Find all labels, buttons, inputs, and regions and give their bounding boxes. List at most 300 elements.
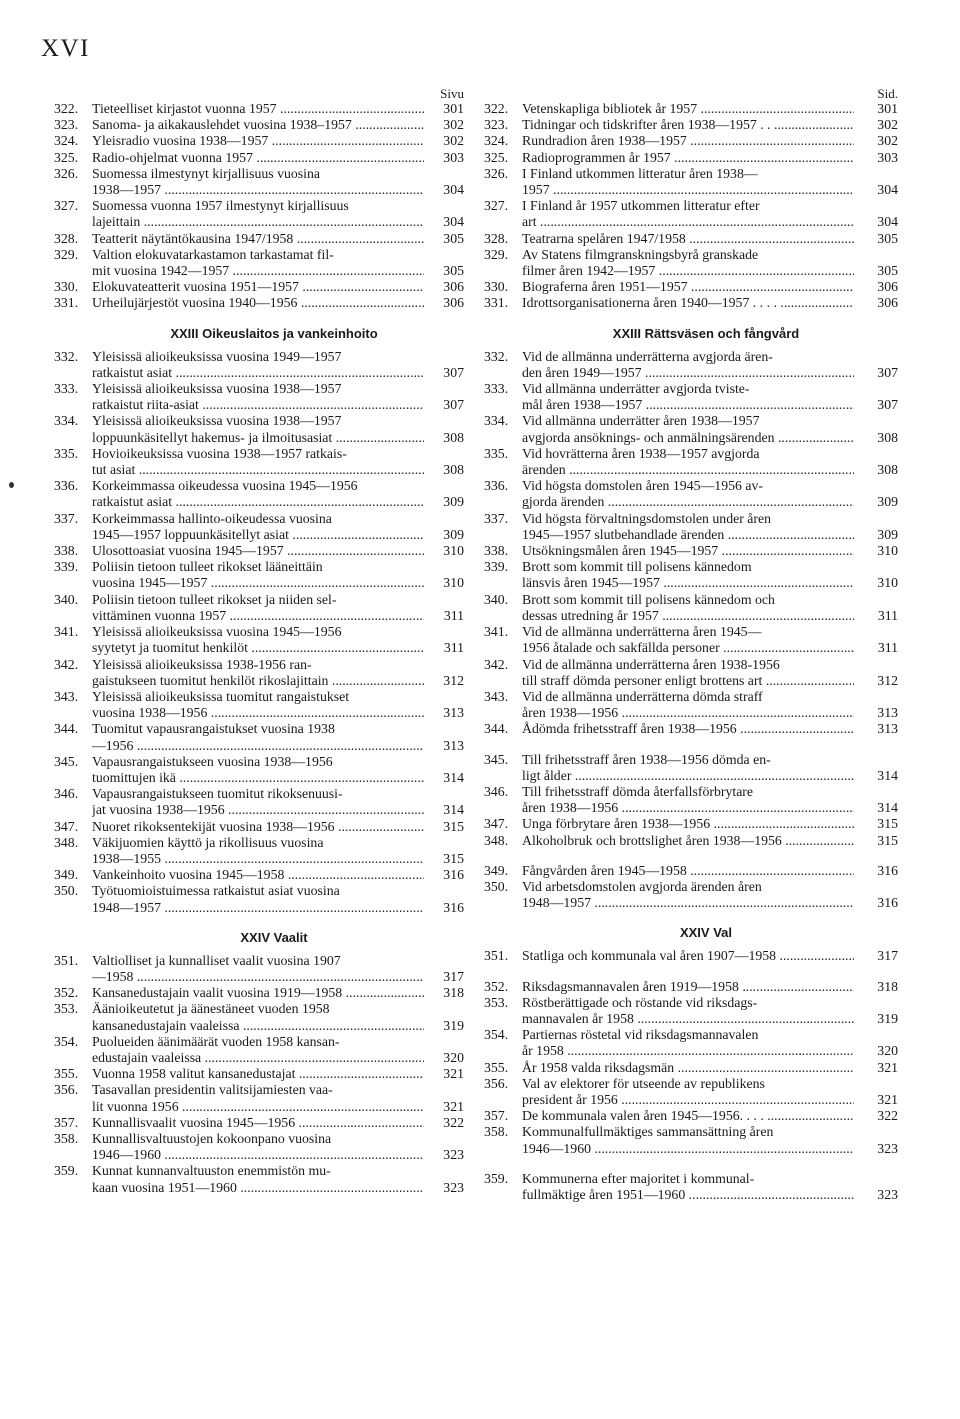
entry-page: 313 <box>443 737 464 753</box>
entry-title-line: Valtion elokuvatarkastamon tarkastamat fil- <box>92 246 334 262</box>
entry-page: 316 <box>877 862 898 878</box>
toc-entry <box>484 559 898 591</box>
entry-number: 357. <box>484 1108 509 1124</box>
entry-title-line: mål åren 1938—1957 ..... <box>522 397 854 413</box>
entry-number: 332. <box>54 348 79 364</box>
toc-entry <box>54 1115 464 1131</box>
entry-number: 339. <box>54 559 79 575</box>
entry-page: 314 <box>443 802 464 818</box>
toc-entry <box>54 883 464 915</box>
entry-page: 320 <box>443 1049 464 1065</box>
entry-title-line: Radioprogrammen år 1957 ..... <box>522 150 854 166</box>
entry-title <box>522 543 854 559</box>
entry-title-line: Brott som kommit till polisens kännedom <box>522 559 752 575</box>
toc-entry <box>484 863 898 879</box>
entry-number: 348. <box>484 832 509 848</box>
entry-title-line: år 1958 ..... <box>522 1043 854 1059</box>
toc-entry <box>54 1001 464 1033</box>
toc-entry <box>484 816 898 832</box>
toc-entry <box>484 349 898 381</box>
entry-title-line: Brott som kommit till polisens kännedom och <box>522 591 775 607</box>
entry-page: 305 <box>443 230 464 246</box>
entry-number: 353. <box>54 1001 79 1017</box>
entry-title-line: gaistukseen tuomitut henkilöt rikoslajittain ..... <box>92 673 424 689</box>
entry-number: 342. <box>54 656 79 672</box>
entry-page: 307 <box>443 397 464 413</box>
toc-entry <box>484 117 898 133</box>
entry-page: 312 <box>443 672 464 688</box>
entry-title-line: Utsökningsmålen åren 1945—1957 ..... <box>522 543 854 559</box>
entry-title <box>522 381 854 413</box>
entry-number: 347. <box>484 816 509 832</box>
entry-title-line: Tuomitut vapausrangaistukset vuosina 1938 <box>92 721 335 737</box>
entry-page: 314 <box>877 767 898 783</box>
entry-title-line: Idrottsorganisationerna åren 1940—1957 . . . . ..... <box>522 295 854 311</box>
entry-page: 318 <box>877 978 898 994</box>
entry-title <box>522 863 854 879</box>
entry-title-line: den åren 1949—1957 ..... <box>522 365 854 381</box>
toc-entry <box>54 592 464 624</box>
entry-page: 315 <box>443 818 464 834</box>
entry-title <box>522 833 854 849</box>
toc-entry <box>54 295 464 311</box>
entry-title-line: Yleisissä alioikeuksissa vuosina 1949—1957 <box>92 348 342 364</box>
entry-title-line: Hovioikeuksissa vuosina 1938—1957 ratkais- <box>92 445 347 461</box>
entry-title-line: fullmäktige åren 1951—1960 ..... <box>522 1187 854 1203</box>
entry-page: 310 <box>877 543 898 559</box>
entry-title <box>522 1171 854 1203</box>
entry-number: 346. <box>484 783 509 799</box>
entry-title <box>522 1108 854 1124</box>
toc-entry <box>484 381 898 413</box>
entry-title-line: Yleisissä alioikeuksissa vuosina 1938—1957 <box>92 381 342 397</box>
entry-number: 354. <box>54 1033 79 1049</box>
entry-title <box>92 1163 424 1195</box>
entry-title <box>92 1001 424 1033</box>
entry-title-line: lajeittain ..... <box>92 214 424 230</box>
toc-entry <box>484 948 898 964</box>
entry-title-line: Yleisissä alioikeuksissa tuomitut rangaistukset <box>92 688 350 704</box>
entry-title-line: dessas utredning år 1957 ..... <box>522 608 854 624</box>
entry-number: 349. <box>484 862 509 878</box>
entry-title-line: Vankeinhoito vuosina 1945—1958 ..... <box>92 867 424 883</box>
entry-title <box>92 867 424 883</box>
toc-entry <box>484 624 898 656</box>
entry-title <box>522 1027 854 1059</box>
entry-title-line: till straff dömda personer enligt brottens art ..... <box>522 673 854 689</box>
entry-number: 343. <box>484 688 509 704</box>
entry-number: 334. <box>54 413 79 429</box>
entry-title <box>522 657 854 689</box>
entry-page: 308 <box>877 462 898 478</box>
entry-number: 329. <box>484 246 509 262</box>
toc-entry <box>484 166 898 198</box>
entry-number: 327. <box>484 198 509 214</box>
entry-title <box>92 1131 424 1163</box>
entry-title <box>522 879 854 911</box>
entry-page: 310 <box>443 575 464 591</box>
entry-number: 328. <box>484 230 509 246</box>
entry-page: 311 <box>443 640 464 656</box>
toc-entry <box>484 1108 898 1124</box>
entry-number: 333. <box>54 381 79 397</box>
entry-page: 307 <box>877 397 898 413</box>
entry-title-line: Valtiolliset ja kunnalliset vaalit vuosina 1907 <box>92 952 341 968</box>
entry-title <box>92 231 424 247</box>
entry-title <box>92 592 424 624</box>
entry-page: 315 <box>443 850 464 866</box>
entry-title-line: Vid arbetsdomstolen avgjorda ärenden åren <box>522 878 762 894</box>
entry-title-line: Tieteelliset kirjastot vuonna 1957 ..... <box>92 101 424 117</box>
entry-title <box>92 1082 424 1114</box>
toc-entry <box>484 1060 898 1076</box>
entry-number: 353. <box>484 994 509 1010</box>
entry-title <box>92 835 424 867</box>
toc-entry <box>54 150 464 166</box>
entry-title <box>92 883 424 915</box>
entry-title-line: Vid de allmänna underrätterna avgjorda ären- <box>522 348 773 364</box>
toc-entry <box>54 166 464 198</box>
entry-title <box>522 689 854 721</box>
entry-title-line: 1938—1955 ..... <box>92 851 424 867</box>
entry-title <box>92 279 424 295</box>
entry-title-line: Korkeimmassa oikeudessa vuosina 1945—1956 <box>92 478 358 494</box>
entry-title <box>522 150 854 166</box>
entry-title-line: Vapausrangaistukseen tuomitut rikoksenuusi- <box>92 786 343 802</box>
entry-page: 304 <box>443 182 464 198</box>
entry-page: 309 <box>877 526 898 542</box>
entry-title <box>92 247 424 279</box>
entry-page: 322 <box>877 1108 898 1124</box>
entry-title <box>92 543 424 559</box>
entry-title-line: Ådömda frihetsstraff åren 1938—1956 ..... <box>522 721 854 737</box>
entry-title-line: De kommunala valen åren 1945—1956. . . . ..... <box>522 1108 854 1124</box>
entry-page: 316 <box>443 867 464 883</box>
entry-title-line: Biograferna åren 1951—1957 ..... <box>522 279 854 295</box>
entry-page: 309 <box>443 494 464 510</box>
toc-entry <box>484 279 898 295</box>
entry-number: 350. <box>54 883 79 899</box>
entry-page: 308 <box>877 429 898 445</box>
entry-title-line: Vetenskapliga bibliotek år 1957 ..... <box>522 101 854 117</box>
entry-number: 351. <box>484 948 509 964</box>
toc-entry <box>484 1124 898 1156</box>
entry-title <box>92 446 424 478</box>
entry-title-line: ligt ålder ..... <box>522 768 854 784</box>
entry-title-line: art ..... <box>522 214 854 230</box>
entry-title-line: Yleisissä alioikeuksissa vuosina 1938—1957 <box>92 413 342 429</box>
entry-number: 344. <box>54 721 79 737</box>
entry-title-line: Urheilujärjestöt vuosina 1940—1956 ..... <box>92 295 424 311</box>
entry-title <box>92 198 424 230</box>
entry-title <box>522 198 854 230</box>
toc-entry <box>54 1034 464 1066</box>
entry-title-line: jat vuosina 1938—1956 ..... <box>92 802 424 818</box>
entry-page: 310 <box>443 543 464 559</box>
toc-entry <box>54 1082 464 1114</box>
entry-page: 316 <box>877 895 898 911</box>
entry-page: 321 <box>443 1066 464 1082</box>
entry-number: 340. <box>484 591 509 607</box>
entry-number: 338. <box>54 543 79 559</box>
entry-title-line: Kunnallisvaltuustojen kokoonpano vuosina <box>92 1130 332 1146</box>
entry-title-line: Kommunalfullmäktiges sammansättning åren <box>522 1124 774 1140</box>
entry-title-line: tuomittujen ikä ..... <box>92 770 424 786</box>
entry-title <box>522 784 854 816</box>
entry-title-line: Korkeimmassa hallinto-oikeudessa vuosina <box>92 510 332 526</box>
entry-title <box>92 295 424 311</box>
toc-entry <box>484 995 898 1027</box>
entry-title <box>92 478 424 510</box>
entry-title-line: Vapausrangaistukseen vuosina 1938—1956 <box>92 753 333 769</box>
entry-title <box>522 166 854 198</box>
toc-entry <box>484 657 898 689</box>
entry-number: 325. <box>54 149 79 165</box>
entry-title-line: År 1958 valda riksdagsmän ..... <box>522 1060 854 1076</box>
entry-title <box>92 150 424 166</box>
entry-title <box>522 413 854 445</box>
toc-entry <box>484 979 898 995</box>
entry-title <box>92 381 424 413</box>
entry-title-line: Suomessa ilmestynyt kirjallisuus vuosina <box>92 165 321 181</box>
toc-entry <box>54 624 464 656</box>
entry-title-line: Vid de allmänna underrätterna åren 1945— <box>522 624 762 640</box>
entry-title-line: president år 1956 ..... <box>522 1092 854 1108</box>
entry-page: 304 <box>443 214 464 230</box>
section-title: XXIV Vaalit <box>240 929 308 945</box>
toc-entry <box>54 754 464 786</box>
entry-number: 356. <box>54 1082 79 1098</box>
entry-title <box>92 689 424 721</box>
entry-title-line: Puolueiden äänimäärät vuoden 1958 kansan- <box>92 1033 340 1049</box>
entry-page: 320 <box>877 1043 898 1059</box>
entry-page: 319 <box>877 1010 898 1026</box>
entry-number: 333. <box>484 381 509 397</box>
entry-title-line: I Finland utkommen litteratur åren 1938— <box>522 165 758 181</box>
toc-entry <box>54 198 464 230</box>
toc-entry <box>54 819 464 835</box>
toc-entry <box>54 1163 464 1195</box>
entry-page: 312 <box>877 672 898 688</box>
entry-number: 358. <box>54 1130 79 1146</box>
entry-title-line: kansanedustajain vaaleissa ..... <box>92 1018 424 1034</box>
entry-page: 311 <box>877 640 898 656</box>
entry-title <box>92 819 424 835</box>
column-heading: Sid. <box>877 86 898 101</box>
entry-title <box>92 953 424 985</box>
entry-title-line: Vid högsta förvaltningsdomstolen under åren <box>522 510 771 526</box>
entry-page: 307 <box>443 364 464 380</box>
entry-title-line: Vid de allmänna underrätterna dömda straff <box>522 688 763 704</box>
swedish-column <box>484 86 898 1203</box>
entry-page: 314 <box>443 769 464 785</box>
entry-title-line: 1956 åtalade och sakfällda personer ..... <box>522 640 854 656</box>
entry-title-line: Vuonna 1958 valitut kansanedustajat ..... <box>92 1066 424 1082</box>
entry-page: 305 <box>877 263 898 279</box>
entry-title-line: loppuunkäsitellyt hakemus- ja ilmoitusasiat ..... <box>92 430 424 446</box>
entry-title <box>92 511 424 543</box>
toc-entry <box>484 198 898 230</box>
entry-number: 348. <box>54 834 79 850</box>
entry-title-line: Alkoholbruk och brottslighet åren 1938—1956 ..... <box>522 833 854 849</box>
entry-title <box>92 117 424 133</box>
entry-title-line: Riksdagsmannavalen åren 1919—1958 ..... <box>522 979 854 995</box>
toc-entry <box>54 786 464 818</box>
entry-page: 301 <box>443 101 464 116</box>
entry-number: 331. <box>54 295 79 311</box>
entry-title-line: Sanoma- ja aikakauslehdet vuosina 1938–1957 ..... <box>92 117 424 133</box>
entry-title-line: syytetyt ja tuomitut henkilöt ..... <box>92 640 424 656</box>
entry-title <box>92 166 424 198</box>
entry-title-line: 1945—1957 loppuunkäsitellyt asiat ..... <box>92 527 424 543</box>
entry-title-line: avgjorda ansöknings- och anmälningsärenden ..... <box>522 430 854 446</box>
toc-entry <box>484 752 898 784</box>
entry-number: 344. <box>484 721 509 737</box>
entry-title <box>92 559 424 591</box>
section-title: XXIII Rättsväsen och fångvård <box>612 325 800 341</box>
entry-title-line: Rundradion åren 1938—1957 ..... <box>522 133 854 149</box>
toc-entry <box>484 592 898 624</box>
toc-entry <box>484 1027 898 1059</box>
entry-title-line: 1946—1960 ..... <box>522 1141 854 1157</box>
entry-title-line: ratkaistut asiat ..... <box>92 365 424 381</box>
entry-title-line: Tasavallan presidentin valitsijamiesten vaa- <box>92 1082 333 1098</box>
entry-number: 345. <box>54 753 79 769</box>
entry-page: 306 <box>877 279 898 295</box>
entry-page: 321 <box>443 1098 464 1114</box>
entry-number: 336. <box>54 478 79 494</box>
entry-title <box>522 478 854 510</box>
entry-title-line: Yleisissä alioikeuksissa 1938-1956 ran- <box>92 656 312 672</box>
entry-number: 338. <box>484 543 509 559</box>
toc-entry <box>54 117 464 133</box>
entry-number: 351. <box>54 952 79 968</box>
entry-number: 335. <box>484 445 509 461</box>
toc-entry <box>54 231 464 247</box>
entry-title-line: Nuoret rikoksentekijät vuosina 1938—1956 ..... <box>92 819 424 835</box>
entry-number: 323. <box>484 117 509 133</box>
entry-number: 323. <box>54 117 79 133</box>
entry-title-line: vuosina 1938—1956 ..... <box>92 705 424 721</box>
entry-title-line: Väkijuomien käyttö ja rikollisuus vuosina <box>92 834 324 850</box>
entry-title-line: Statliga och kommunala val åren 1907—1958 ..... <box>522 948 854 964</box>
entry-title-line: —1956 ..... <box>92 738 424 754</box>
entry-page: 304 <box>877 214 898 230</box>
entry-title-line: ratkaistut asiat ..... <box>92 494 424 510</box>
entry-title-line: Vid högsta domstolen åren 1945—1956 av- <box>522 478 763 494</box>
toc-entry <box>54 559 464 591</box>
entry-title <box>92 1066 424 1082</box>
entry-title-line: Yleisissä alioikeuksissa vuosina 1945—1956 <box>92 624 342 640</box>
toc-entry <box>54 349 464 381</box>
entry-title <box>522 1060 854 1076</box>
entry-title <box>522 247 854 279</box>
toc-entry <box>484 101 898 117</box>
entry-title <box>92 349 424 381</box>
entry-title-line: Teatrarna spelåren 1947/1958 ..... <box>522 231 854 247</box>
entry-title <box>522 279 854 295</box>
toc-entry <box>54 953 464 985</box>
toc-entry <box>54 279 464 295</box>
entry-page: 305 <box>443 263 464 279</box>
entry-page: 309 <box>443 526 464 542</box>
entry-title-line: Val av elektorer för utseende av republikens <box>522 1075 765 1091</box>
entry-number: 328. <box>54 230 79 246</box>
entry-title-line: Kunnallisvaalit vuosina 1945—1956 ..... <box>92 1115 424 1131</box>
entry-number: 341. <box>484 624 509 640</box>
toc-entry <box>54 835 464 867</box>
entry-page: 318 <box>443 985 464 1001</box>
entry-title <box>92 657 424 689</box>
entry-title <box>522 446 854 478</box>
entry-title-line: Suomessa vuonna 1957 ilmestynyt kirjallisuus <box>92 198 349 214</box>
entry-title-line: Vid allmänna underrätter avgjorda tviste- <box>522 381 750 397</box>
entry-page: 305 <box>877 230 898 246</box>
entry-title <box>522 117 854 133</box>
entry-page: 303 <box>877 149 898 165</box>
entry-page: 317 <box>443 968 464 984</box>
entry-page: 317 <box>877 948 898 964</box>
entry-title <box>92 1034 424 1066</box>
margin-mark <box>9 482 14 488</box>
entry-title-line: åren 1938—1956 ..... <box>522 800 854 816</box>
entry-page: 308 <box>443 462 464 478</box>
entry-title-line: Till frihetsstraff åren 1938—1956 dömda en- <box>522 751 771 767</box>
toc-entry <box>484 247 898 279</box>
entry-number: 349. <box>54 867 79 883</box>
entry-number: 352. <box>54 985 79 1001</box>
entry-title-line: Kunnat kunnanvaltuuston enemmistön mu- <box>92 1163 331 1179</box>
entry-title-line: Äänioikeutetut ja äänestäneet vuoden 1958 <box>92 1001 330 1017</box>
entry-title <box>92 786 424 818</box>
entry-number: 329. <box>54 246 79 262</box>
entry-page: 306 <box>877 295 898 311</box>
toc-entry <box>484 879 898 911</box>
entry-page: 322 <box>443 1114 464 1130</box>
entry-number: 355. <box>54 1066 79 1082</box>
toc-entry <box>54 413 464 445</box>
entry-page: 302 <box>877 133 898 149</box>
entry-number: 335. <box>54 445 79 461</box>
entry-title-line: Vid allmänna underrätter åren 1938—1957 <box>522 413 760 429</box>
entry-number: 341. <box>54 624 79 640</box>
toc-entry <box>484 1171 898 1203</box>
toc-entry <box>54 133 464 149</box>
entry-title <box>522 721 854 737</box>
entry-title <box>522 349 854 381</box>
entry-title <box>522 511 854 543</box>
entry-title-line: 1946—1960 ..... <box>92 1147 424 1163</box>
entry-page: 302 <box>877 117 898 133</box>
entry-page: 302 <box>443 133 464 149</box>
entry-page: 311 <box>877 607 898 623</box>
entry-page: 323 <box>877 1186 898 1202</box>
entry-number: 356. <box>484 1075 509 1091</box>
entry-title <box>92 413 424 445</box>
entry-number: 322. <box>484 101 509 116</box>
toc-entry <box>54 381 464 413</box>
toc-entry <box>484 784 898 816</box>
entry-title <box>92 133 424 149</box>
toc-entry <box>54 543 464 559</box>
entry-title-line: Poliisin tietoon tulleet rikokset lääneittäin <box>92 559 323 575</box>
toc-entry <box>484 1076 898 1108</box>
entry-title-line: Till frihetsstraff dömda återfallsförbrytare <box>522 783 754 799</box>
toc-entry <box>54 478 464 510</box>
entry-title <box>522 752 854 784</box>
toc-entry <box>54 985 464 1001</box>
entry-page: 310 <box>877 575 898 591</box>
